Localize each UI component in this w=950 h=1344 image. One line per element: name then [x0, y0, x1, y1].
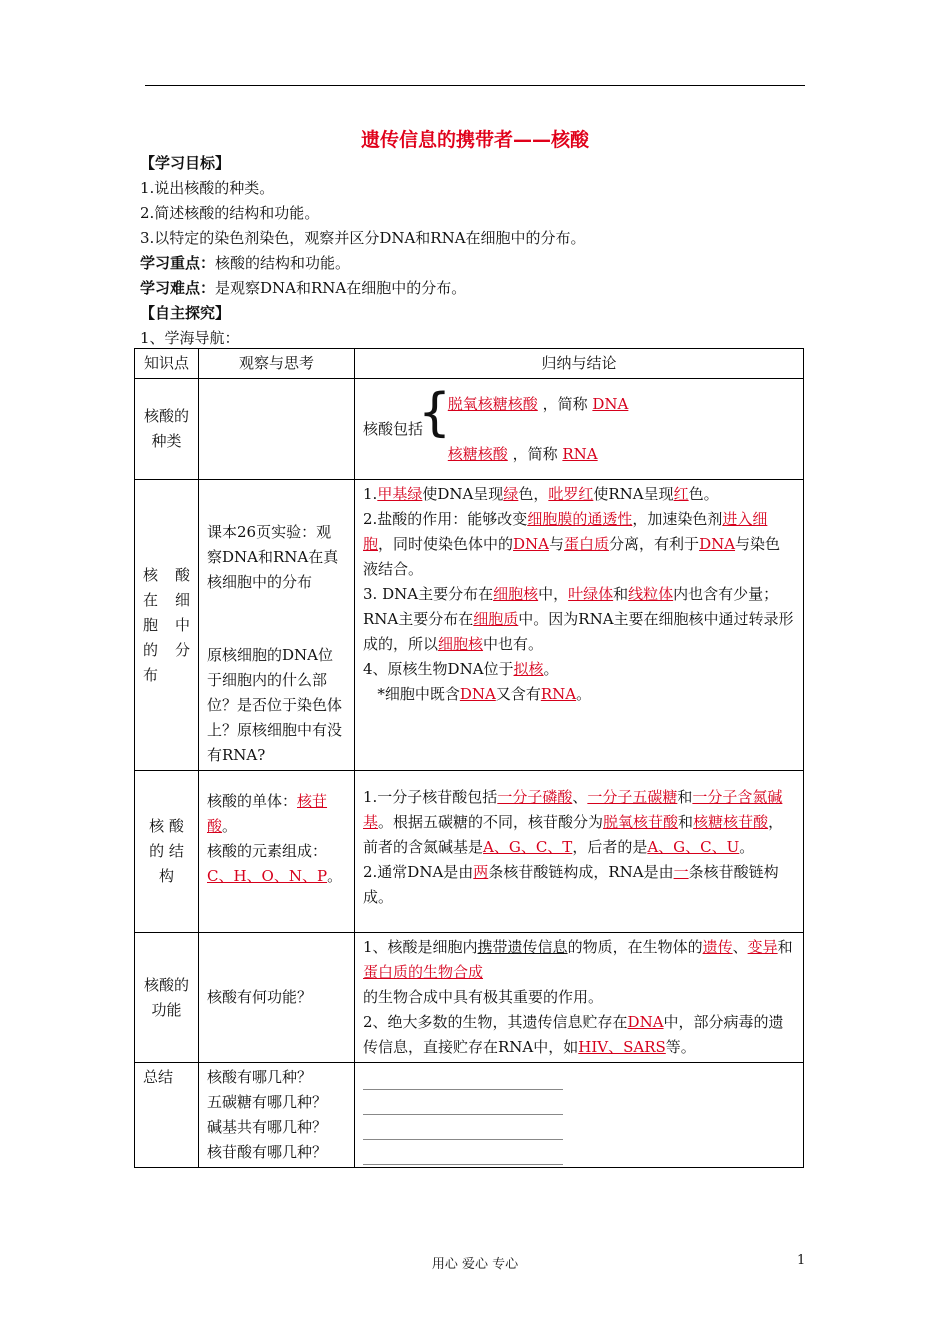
goal-3: 3.以特定的染色剂染色，观察并区分DNA和RNA在细胞中的分布。: [140, 229, 586, 247]
page-number: 1: [797, 1253, 806, 1268]
col-header: 知识点: [135, 349, 199, 379]
row-topic: 核酸的功能: [135, 933, 199, 1063]
table-header-row: [135, 349, 804, 379]
table-row: [135, 480, 804, 771]
row-observe: 核酸的单体：核苷酸。 核酸的元素组成：C、H、O、N、P。: [199, 771, 355, 933]
study-table: [134, 348, 804, 1168]
answer-blank[interactable]: [363, 1115, 563, 1140]
header-rule: [145, 85, 805, 86]
col-header: 观察与思考: [199, 349, 355, 379]
brace-icon: {: [418, 383, 452, 443]
table-row: [135, 1063, 804, 1168]
row-conclusion: [355, 1063, 804, 1168]
row-observe: 核酸有哪几种？ 五碳糖有哪几种？ 碱基共有哪几种？ 核苷酸有哪几种？: [199, 1063, 355, 1168]
goals-header: 【学习目标】: [140, 154, 231, 172]
col-header: 归纳与结论: [355, 349, 804, 379]
footer-text: 用心 爱心 专心: [431, 1257, 519, 1272]
table-row: [135, 379, 804, 480]
nav-label: 1、学海导航：: [140, 329, 240, 347]
goal-2: 2.简述核酸的结构和功能。: [140, 204, 320, 222]
row-topic: 核 酸 在 细 胞 中 的 分 布: [135, 480, 199, 771]
row-conclusion: 脱氧核糖核酸 ，简称 DNA 核酸包括 核糖核酸 ，简称 RNA {: [355, 379, 804, 480]
page-title: 遗传信息的携带者——核酸: [360, 129, 589, 151]
key-point: 学习重点：核酸的结构和功能。: [140, 254, 351, 272]
answer-blank[interactable]: [363, 1065, 563, 1090]
row-observe: [199, 379, 355, 480]
explore-header: 【自主探究】: [140, 304, 231, 322]
answer-blank[interactable]: [363, 1090, 563, 1115]
goal-1: 1.说出核酸的种类。: [140, 179, 275, 197]
row-topic: 核 酸 的 结构: [135, 771, 199, 933]
difficult-point: 学习难点：是观察DNA和RNA在细胞中的分布。: [140, 279, 467, 297]
row-conclusion: 1.甲基绿使DNA呈现绿色，吡罗红使RNA呈现红色。 2.盐酸的作用：能够改变细胞膜的通透性，加速染色剂进入细胞，同时使染色体中的DNA与蛋白质分离，有利于DNA与染色液结合。 3. DNA主要分布在细胞核中，叶绿体和线粒体内也含有少量；RNA主要分布在细胞质中。因为RNA主要在细胞核中通过转录形成的，所以细胞核中也有。 4、原核生物DNA位于拟核。 *细胞中既含DNA又含有RNA。: [355, 480, 804, 771]
row-topic: 总结: [135, 1063, 199, 1168]
answer-blank[interactable]: [363, 1140, 563, 1165]
table-row: [135, 933, 804, 1063]
row-observe: 核酸有何功能？: [199, 933, 355, 1063]
row-observe: 课本26页实验：观察DNA和RNA在真核细胞中的分布 原核细胞的DNA位于细胞内的什么部位？是否位于染色体上？原核细胞中有没有RNA?: [199, 480, 355, 771]
table-row: [135, 771, 804, 933]
row-topic: 核酸的种类: [135, 379, 199, 480]
row-conclusion: 1.一分子核苷酸包括一分子磷酸、一分子五碳糖和一分子含氮碱基。根据五碳糖的不同，核苷酸分为脱氧核苷酸和核糖核苷酸，前者的含氮碱基是A、G、C、T，后者的是A、G、C、U。 2.通常DNA是由两条核苷酸链构成，RNA是由一条核苷酸链构成。: [355, 771, 804, 933]
row-conclusion: 1、核酸是细胞内携带遗传信息的物质，在生物体的遗传、变异和蛋白质的生物合成 的生物合成中具有极其重要的作用。 2、绝大多数的生物，其遗传信息贮存在DNA中，部分病毒的遗传信息，直接贮存在RNA中，如HIV、SARS等。: [355, 933, 804, 1063]
